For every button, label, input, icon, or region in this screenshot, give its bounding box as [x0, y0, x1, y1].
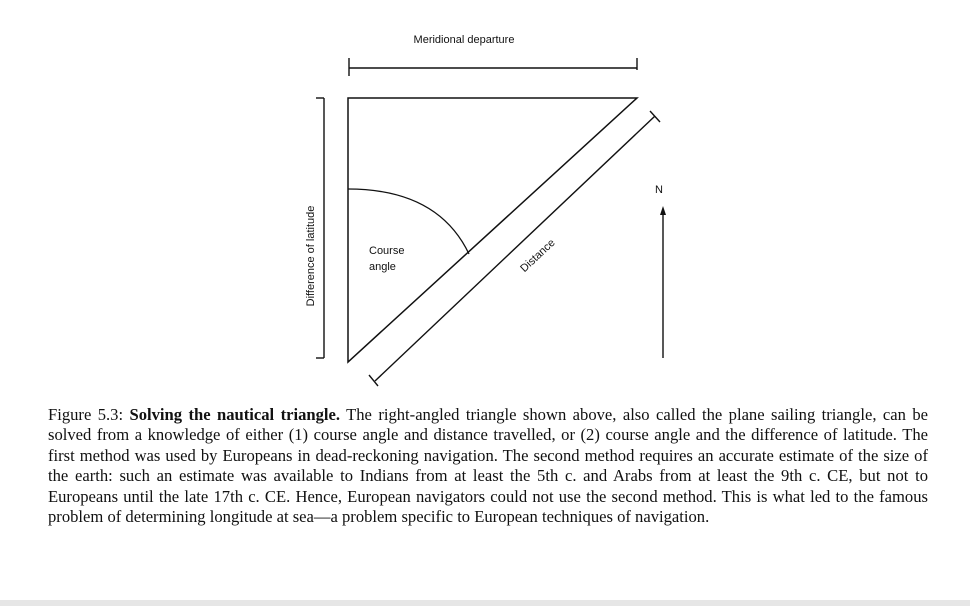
distance-label: Distance — [518, 236, 558, 275]
meridional-departure-bracket — [349, 58, 637, 76]
sailing-triangle — [348, 98, 637, 362]
north-arrow-icon — [660, 206, 666, 358]
meridional-departure-label: Meridional departure — [413, 34, 515, 46]
figure-caption — [48, 405, 928, 527]
north-label: N — [655, 184, 663, 196]
figure-title: Solving the nautical triangle. — [129, 405, 341, 424]
difference-of-latitude-label: Difference of latitude — [305, 205, 317, 307]
figure-caption-body: The right-angled triangle shown above, also called the plane sailing triangle, can be solved from a knowledge of either (1) course angle and distance travelled, or (2) course angle and the difference of latitude. The first method was used by Europeans in dead-reckoning navigation. The second method requires an accurate estimate of the size of the earth: such an estimate was available to Indians from at least the 5th c. and Arabs from at least the 9th c. CE, but not to Europeans until the late 17th c. CE. Hence, European navigators could not use the second method. This is what led to the famous problem of determining longitude at sea—a problem specific to European techniques of navigation. — [48, 405, 928, 527]
difference-of-latitude-bracket — [316, 98, 324, 358]
page-bottom-edge — [0, 600, 970, 606]
distance-bracket — [369, 111, 660, 386]
course-angle-label-line2: angle — [369, 261, 396, 273]
course-angle-arc — [348, 189, 469, 254]
course-angle-label-line1: Course — [369, 245, 405, 257]
figure-number: Figure 5.3: — [48, 405, 124, 424]
